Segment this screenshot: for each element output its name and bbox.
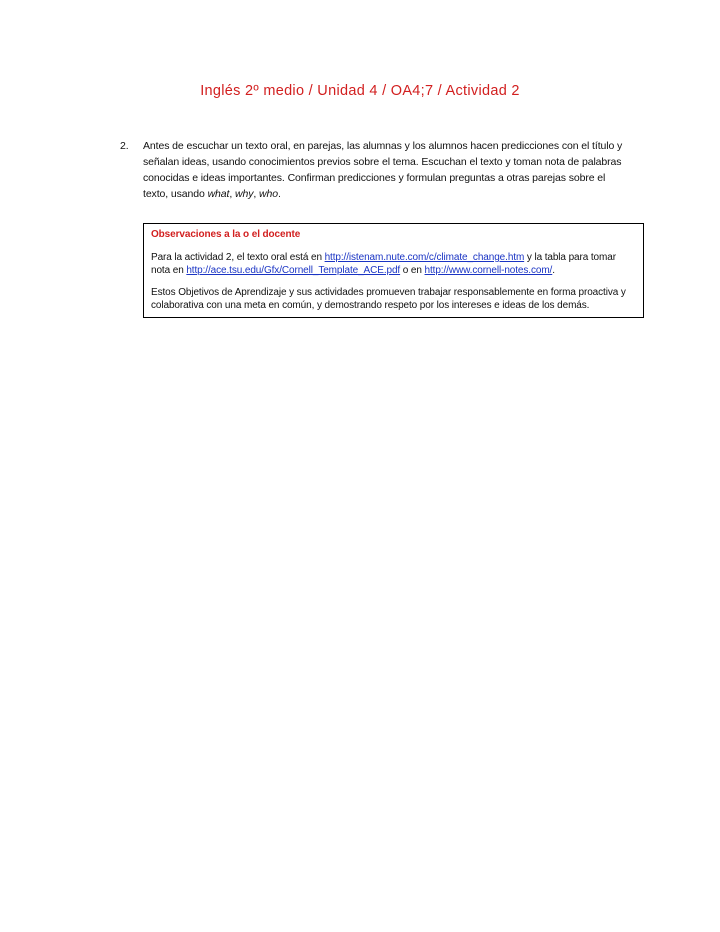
notes-text: . xyxy=(552,265,555,276)
notes-text: y la tabla para tomar nota en xyxy=(151,252,616,276)
keyword-why: why xyxy=(235,188,254,200)
activity-item xyxy=(120,138,630,202)
notes-heading: Observaciones a la o el docente xyxy=(151,229,301,240)
notes-paragraph-links xyxy=(151,251,636,277)
cornell-template-link[interactable]: http://ace.tsu.edu/Gfx/Cornell_Template_ACE.pdf xyxy=(186,265,401,276)
notes-text: Para la actividad 2, el texto oral está en xyxy=(151,252,325,263)
keyword-who: who xyxy=(259,188,278,200)
activity-text-main: Antes de escuchar un texto oral, en parejas, las alumnas y los alumnos hacen predicciones con el título y señalan ideas, usando conocimientos previos sobre el tema. Escuchan el texto y toman nota de palabras conocidas e ideas importantes. Confirman predicciones y formulan preguntas a otras parejas sobre el texto, usando xyxy=(143,140,623,200)
teacher-notes-box xyxy=(143,223,644,318)
separator: , xyxy=(253,188,260,200)
notes-text: o en xyxy=(400,265,425,276)
page-title: Inglés 2º medio / Unidad 4 / OA4;7 / Actividad 2 xyxy=(200,83,520,99)
activity-text xyxy=(143,138,630,202)
notes-paragraph-objectives: Estos Objetivos de Aprendizaje y sus actividades promueven trabajar responsablemente en forma proactiva y colaborativa con una meta en común, y demostrando respeto por los intereses e ideas de los demás. xyxy=(151,287,626,311)
keyword-what: what xyxy=(207,188,230,200)
activity-number: 2. xyxy=(120,140,129,152)
separator: , xyxy=(229,188,235,200)
cornell-notes-link[interactable]: http://www.cornell-notes.com/ xyxy=(424,265,553,276)
climate-change-link[interactable]: http://istenam.nute.com/c/climate_change.htm xyxy=(324,252,525,263)
activity-text-end: . xyxy=(277,188,281,200)
